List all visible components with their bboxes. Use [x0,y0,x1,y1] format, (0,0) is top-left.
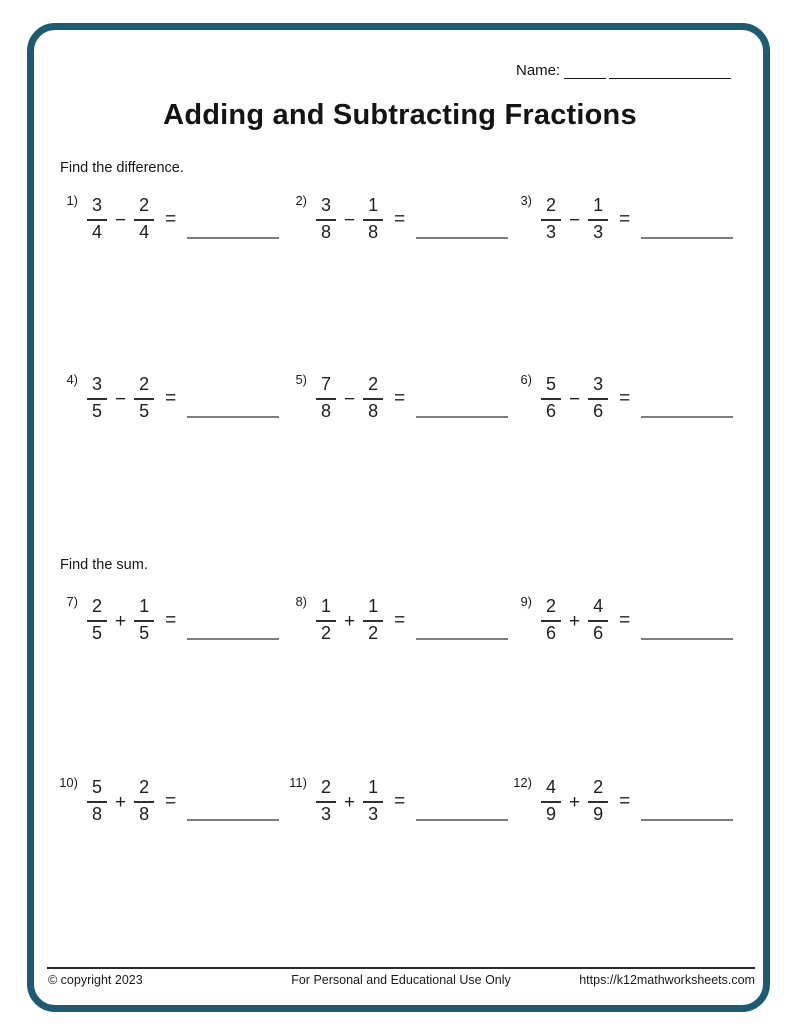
first-fraction [87,375,107,421]
fraction-denominator: 3 [321,804,332,824]
equals-sign: = [619,791,631,812]
problem-number: 12) [513,775,532,790]
answer-blank-line[interactable] [187,593,279,640]
fraction-denominator: 2 [368,623,379,643]
operator-sign: + [115,792,127,813]
answer-blank-line[interactable] [187,192,279,239]
answer-blank-line[interactable] [416,371,508,418]
equals-sign: = [619,388,631,409]
first-fraction [541,597,561,643]
answer-blank-line[interactable] [187,774,279,821]
first-fraction [541,196,561,242]
second-fraction [363,597,383,643]
equals-sign: = [165,610,177,631]
fraction-denominator: 3 [593,222,604,242]
fraction-denominator: 6 [546,401,557,421]
name-blank-line[interactable] [564,63,606,79]
problem-number: 5) [295,372,307,387]
fraction-numerator: 1 [363,196,383,221]
footer-copyright: © copyright 2023 [48,973,143,987]
first-fraction [541,375,561,421]
fraction-numerator: 5 [87,778,107,803]
fraction-denominator: 5 [139,623,150,643]
operator-sign: − [569,210,581,231]
fraction-numerator: 1 [363,778,383,803]
second-fraction [588,375,608,421]
fraction-problem [281,371,508,421]
fraction-denominator: 9 [546,804,557,824]
fraction-problem [506,593,733,643]
fraction-numerator: 3 [87,196,107,221]
name-label: Name: [516,62,561,79]
operator-sign: + [569,611,581,632]
second-fraction [588,778,608,824]
fraction-problem [506,774,733,824]
first-fraction [87,196,107,242]
footer-usage-note: For Personal and Educational Use Only [291,973,511,987]
answer-blank-line[interactable] [416,192,508,239]
fraction-numerator: 2 [541,196,561,221]
fraction-numerator: 3 [588,375,608,400]
fraction-denominator: 8 [92,804,103,824]
answer-blank-line[interactable] [641,371,733,418]
fraction-numerator: 2 [541,597,561,622]
fraction-numerator: 1 [363,597,383,622]
fraction-denominator: 8 [321,401,332,421]
operator-sign: + [115,611,127,632]
fraction-numerator: 2 [87,597,107,622]
fraction-numerator: 2 [588,778,608,803]
second-fraction [134,778,154,824]
name-row [516,60,731,79]
fraction-numerator: 3 [316,196,336,221]
footer-website-link[interactable]: https://k12mathworksheets.com [579,973,755,987]
operator-sign: − [569,389,581,410]
problem-number: 1) [66,193,78,208]
second-fraction [588,196,608,242]
fraction-denominator: 4 [139,222,150,242]
operator-sign: + [569,792,581,813]
fraction-problem [52,774,279,824]
fraction-denominator: 3 [546,222,557,242]
equals-sign: = [619,610,631,631]
equals-sign: = [394,209,406,230]
answer-blank-line[interactable] [641,774,733,821]
operator-sign: + [344,611,356,632]
second-fraction [134,375,154,421]
equals-sign: = [619,209,631,230]
second-fraction [363,778,383,824]
fraction-problem [506,371,733,421]
fraction-denominator: 8 [139,804,150,824]
problem-number: 3) [520,193,532,208]
fraction-denominator: 6 [593,401,604,421]
footer-divider [47,967,755,969]
second-fraction [588,597,608,643]
first-fraction [316,375,336,421]
problem-number: 8) [295,594,307,609]
fraction-denominator: 3 [368,804,379,824]
fraction-denominator: 8 [321,222,332,242]
fraction-problem [506,192,733,242]
answer-blank-line[interactable] [416,774,508,821]
fraction-problem [52,593,279,643]
first-fraction [316,597,336,643]
answer-blank-line[interactable] [187,371,279,418]
first-fraction [87,597,107,643]
second-fraction [134,597,154,643]
fraction-numerator: 5 [541,375,561,400]
fraction-denominator: 8 [368,401,379,421]
fraction-denominator: 2 [321,623,332,643]
fraction-problem [281,593,508,643]
fraction-denominator: 8 [368,222,379,242]
fraction-problem [52,371,279,421]
answer-blank-line[interactable] [416,593,508,640]
fraction-numerator: 1 [588,196,608,221]
fraction-denominator: 5 [92,401,103,421]
equals-sign: = [165,388,177,409]
second-fraction [363,375,383,421]
problem-number: 9) [520,594,532,609]
answer-blank-line[interactable] [641,192,733,239]
operator-sign: − [115,210,127,231]
fraction-problem [52,192,279,242]
fraction-numerator: 1 [134,597,154,622]
fraction-numerator: 7 [316,375,336,400]
fraction-numerator: 2 [316,778,336,803]
equals-sign: = [394,610,406,631]
instruction-find-difference: Find the difference. [60,160,184,176]
answer-blank-line[interactable] [641,593,733,640]
fraction-problem [281,774,508,824]
operator-sign: + [344,792,356,813]
equals-sign: = [394,791,406,812]
second-fraction [134,196,154,242]
instruction-find-sum: Find the sum. [60,557,148,573]
fraction-denominator: 6 [546,623,557,643]
first-fraction [541,778,561,824]
problem-number: 11) [289,775,307,790]
fraction-numerator: 4 [588,597,608,622]
fraction-problem [281,192,508,242]
equals-sign: = [165,209,177,230]
operator-sign: − [344,389,356,410]
problem-number: 4) [66,372,78,387]
fraction-numerator: 2 [134,196,154,221]
fraction-denominator: 9 [593,804,604,824]
equals-sign: = [394,388,406,409]
operator-sign: − [344,210,356,231]
problem-number: 7) [66,594,78,609]
fraction-denominator: 5 [92,623,103,643]
fraction-numerator: 4 [541,778,561,803]
fraction-numerator: 1 [316,597,336,622]
name-blank-line[interactable] [609,63,731,79]
fraction-numerator: 3 [87,375,107,400]
fraction-numerator: 2 [363,375,383,400]
fraction-numerator: 2 [134,778,154,803]
first-fraction [87,778,107,824]
problem-number: 2) [295,193,307,208]
page-title: Adding and Subtracting Fractions [163,99,637,131]
fraction-denominator: 6 [593,623,604,643]
first-fraction [316,196,336,242]
fraction-denominator: 5 [139,401,150,421]
problem-number: 10) [59,775,78,790]
equals-sign: = [165,791,177,812]
operator-sign: − [115,389,127,410]
second-fraction [363,196,383,242]
first-fraction [316,778,336,824]
problem-number: 6) [520,372,532,387]
fraction-denominator: 4 [92,222,103,242]
fraction-numerator: 2 [134,375,154,400]
